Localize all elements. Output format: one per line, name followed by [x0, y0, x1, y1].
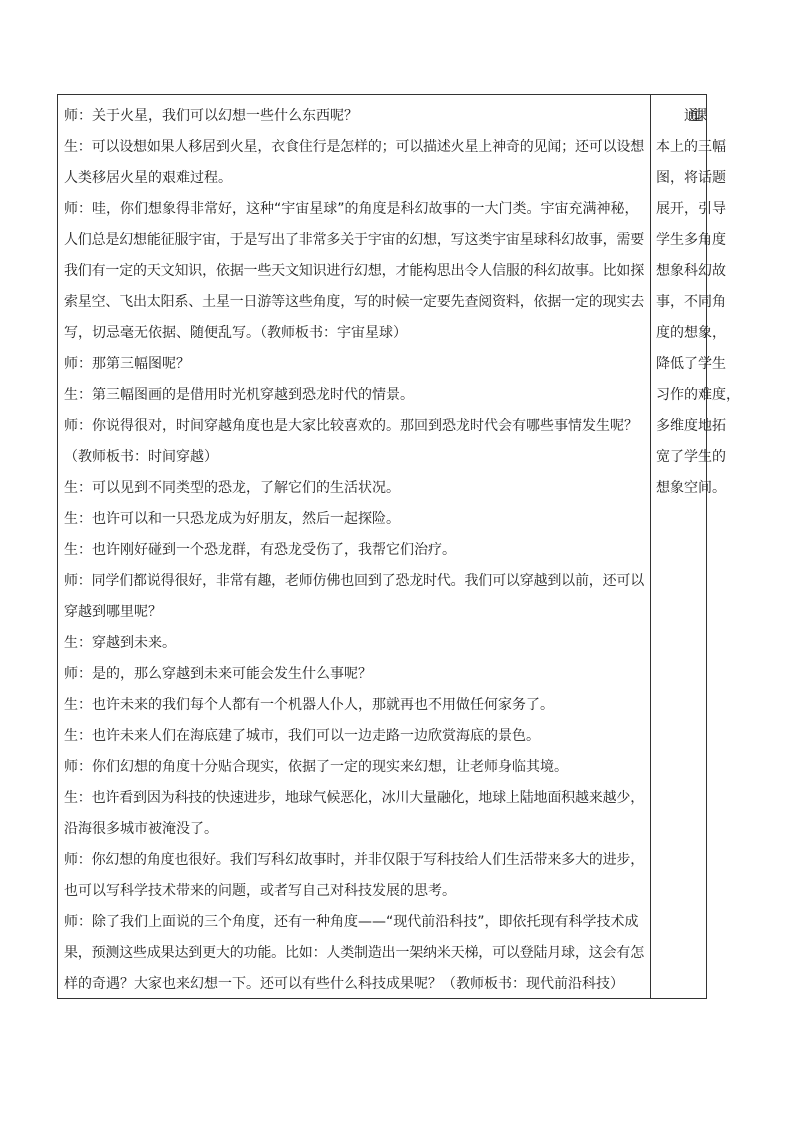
commentary-line: 多维度地拓 [656, 418, 726, 434]
dialogue-paragraph [64, 101, 644, 132]
dialogue-paragraph [64, 783, 644, 845]
dialogue-line: 生：穿越到未来。 [64, 635, 176, 651]
dialogue-line: 人类移居火星的艰难过程。 [64, 170, 232, 186]
dialogue-line: 师：是的，那么穿越到未来可能会发生什么事呢？ [64, 666, 372, 682]
dialogue-paragraph [64, 628, 644, 659]
dialogue-line: 师：哇，你们想象得非常好，这种“宇宙星球”的角度是科幻故事的一大门类。宇宙充满神秘， [64, 201, 639, 217]
dialogue-line: 生：也许看到因为科技的快速进步，地球气候恶化，冰川大量融化，地球上陆地面积越来越少， [64, 790, 645, 806]
dialogue-line: 也可以写科学技术带来的问题，或者写自己对科技发展的思考。 [64, 883, 456, 899]
dialogue-paragraph [64, 535, 644, 566]
dialogue-line: 师：除了我们上面说的三个角度，还有一种角度——“现代前沿科技”，即依托现有科学技术成 [64, 914, 639, 930]
dialogue-line: 果，预测这些成果达到更大的功能。比如：人类制造出一架纳米天梯，可以登陆月球，这会有怎 [64, 945, 645, 961]
dialogue-line: 生：也许未来人们在海底建了城市，我们可以一边走路一边欣赏海底的景色。 [64, 728, 540, 744]
dialogue-line: 生：第三幅图画的是借用时光机穿越到恐龙时代的情景。 [64, 387, 414, 403]
dialogue-cell [58, 95, 651, 998]
commentary-line: 想象空间。 [656, 480, 726, 496]
dialogue-line: 生：也许刚好碰到一个恐龙群，有恐龙受伤了，我帮它们治疗。 [64, 542, 456, 558]
commentary-line: 想象科幻故 [656, 263, 726, 279]
dialogue-paragraph [64, 411, 644, 473]
dialogue-line: 生：可以见到不同类型的恐龙，了解它们的生活状况。 [64, 480, 400, 496]
dialogue-paragraph [64, 380, 644, 411]
dialogue-line: （教师板书：时间穿越） [64, 449, 218, 465]
dialogue-paragraph [64, 132, 644, 194]
dialogue-paragraph [64, 752, 644, 783]
dialogue-paragraph [64, 349, 644, 380]
dialogue-paragraph [64, 194, 644, 349]
dialogue-line: 人们总是幻想能征服宇宙，于是写出了非常多关于宇宙的幻想，写这类宇宙星球科幻故事，需要 [64, 232, 645, 248]
dialogue-line: 我们有一定的天文知识，依据一些天文知识进行幻想，才能构思出令人信服的科幻故事。比如探 [64, 263, 645, 279]
commentary-line: 图，将话题 [656, 170, 726, 186]
dialogue-paragraph [64, 907, 644, 1000]
dialogue-paragraph [64, 845, 644, 907]
dialogue-line: 穿越到哪里呢？ [64, 604, 162, 620]
commentary-line: 本上的三幅 [656, 139, 726, 155]
dialogue-paragraph [64, 473, 644, 504]
dialogue-line: 沿海很多城市被淹没了。 [64, 821, 218, 837]
commentary-line: 降低了学生 [656, 356, 726, 372]
dialogue-line: 师：关于火星，我们可以幻想一些什么东西呢？ [64, 108, 358, 124]
commentary-line: 通过课 [684, 108, 699, 124]
dialogue-line: 师：你说得很对，时间穿越角度也是大家比较喜欢的。那回到恐龙时代会有哪些事情发生呢？ [64, 418, 638, 434]
commentary-line: 宽了学生的 [656, 449, 726, 465]
commentary-line: 学生多角度 [656, 232, 726, 248]
dialogue-line: 师：你们幻想的角度十分贴合现实，依据了一定的现实来幻想，让老师身临其境。 [64, 759, 568, 775]
commentary-line: 习作的难度， [656, 387, 740, 403]
dialogue-paragraph [64, 566, 644, 628]
dialogue-line: 师：你幻想的角度也很好。我们写科幻故事时，并非仅限于写科技给人们生活带来多大的进步， [64, 852, 645, 868]
dialogue-line: 写，切忌毫无依据、随便乱写。（教师板书：宇宙星球） [64, 325, 407, 341]
dialogue-line: 生：也许可以和一只恐龙成为好朋友，然后一起探险。 [64, 511, 400, 527]
dialogue-line: 师：那第三幅图呢？ [64, 356, 190, 372]
commentary-line: 展开，引导 [656, 201, 726, 217]
dialogue-line: 生：可以设想如果人移居到火星，衣食住行是怎样的；可以描述火星上神奇的见闻；还可以设想 [64, 139, 645, 155]
lesson-table [57, 94, 740, 999]
dialogue-paragraph [64, 504, 644, 535]
dialogue-line: 样的奇遇？大家也来幻想一下。还可以有些什么科技成果呢？（教师板书：现代前沿科技） [64, 976, 624, 992]
commentary-cell [651, 95, 744, 998]
dialogue-line: 生：也许未来的我们每个人都有一个机器人仆人，那就再也不用做任何家务了。 [64, 697, 554, 713]
dialogue-paragraph [64, 690, 644, 721]
dialogue-line: 师：同学们都说得很好，非常有趣，老师仿佛也回到了恐龙时代。我们可以穿越到以前，还可以 [64, 573, 645, 589]
dialogue-paragraph [64, 721, 644, 752]
dialogue-content [64, 101, 644, 1000]
commentary-note [656, 101, 740, 504]
dialogue-paragraph [64, 659, 644, 690]
dialogue-line: 索星空、飞出太阳系、土星一日游等这些角度，写的时候一定要先查阅资料，依据一定的现实去 [64, 294, 645, 310]
commentary-line: 度的想象， [656, 325, 726, 341]
commentary-line: 事，不同角 [656, 294, 726, 310]
